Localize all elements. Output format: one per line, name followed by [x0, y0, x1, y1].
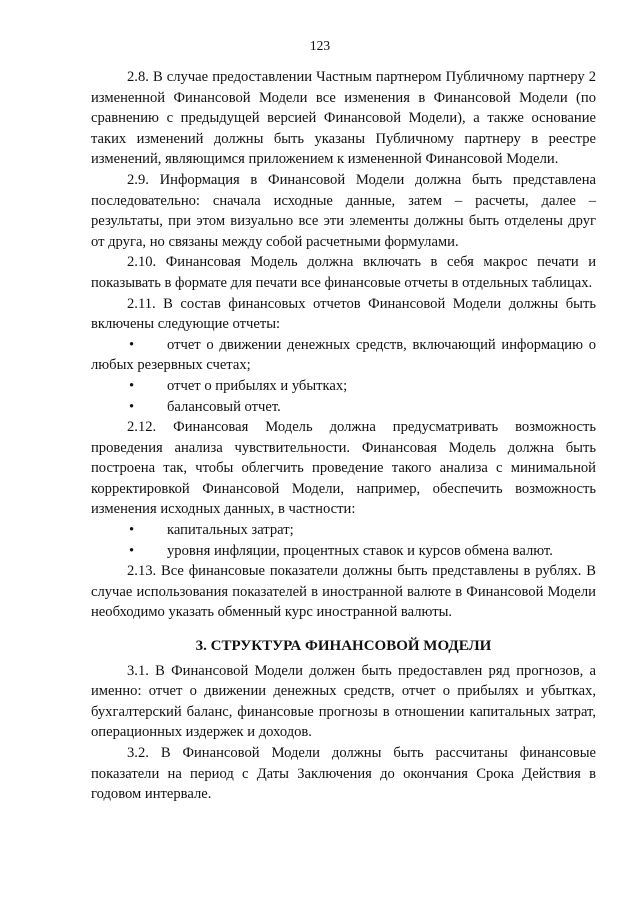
paragraph-2-9: 2.9. Информация в Финансовой Модели должна быть представлена последовательно: сначала исходные данные, затем – расчеты, далее – результаты, при этом визуально все эти элементы должны быть отделены друг от друга, но связаны между собой расчетными формулами. — [91, 171, 596, 250]
list-item-text: отчет о прибылях и убытках; — [167, 377, 348, 394]
list-item-text: балансовый отчет. — [167, 398, 281, 415]
bullet-icon: • — [129, 522, 135, 539]
bullet-icon: • — [129, 398, 135, 415]
paragraph-3-1: 3.1. В Финансовой Модели должен быть предоставлен ряд прогнозов, а именно: отчет о движении денежных средств, отчет о прибылях и убытках, бухгалтерский баланс, финансовые прогнозы в отношении капитальных затрат, операционных издержек и доходов. — [91, 662, 596, 741]
section-heading: 3. СТРУКТУРА ФИНАНСОВОЙ МОДЕЛИ — [195, 638, 492, 655]
paragraph-3-2: 3.2. В Финансовой Модели должны быть рассчитаны финансовые показатели на период с Даты Заключения до окончания Срока Действия в годовом интервале. — [91, 745, 596, 803]
list-item — [91, 541, 596, 562]
paragraph-2-8: 2.8. В случае предоставлении Частным партнером Публичному партнеру 2 измененной Финансовой Модели все изменения в Финансовой Модели (по сравнению с предыдущей версией Финансовой Модели), а также основание таких изменений должны быть указаны Публичному партнеру в реестре изменений, являющимся приложением к измененной Финансовой Модели. — [91, 69, 596, 168]
paragraph-2-13: 2.13. Все финансовые показатели должны быть представлены в рублях. В случае использования показателей в иностранной валюте в Финансовой Модели необходимо указать обменный курс иностранной валюты. — [91, 563, 596, 621]
list-item — [91, 520, 596, 541]
list-item — [91, 397, 596, 418]
page-number: 123 — [309, 38, 331, 53]
list-item — [91, 335, 596, 376]
bullet-icon: • — [129, 336, 135, 353]
document-body — [91, 67, 596, 805]
paragraph-2-12: 2.12. Финансовая Модель должна предусматривать возможность проведения анализа чувствительности. Финансовая Модель должна быть построена так, чтобы облегчить проведение такого анализа с минимальной корректировкой Финансовой Модели, например, обеспечить возможность изменения исходных данных, в частности: — [91, 419, 596, 518]
paragraph-2-11: 2.11. В состав финансовых отчетов Финансовой Модели должны быть включены следующие отчеты: — [91, 295, 596, 333]
paragraph-2-10: 2.10. Финансовая Модель должна включать в себя макрос печати и показывать в формате для печати все финансовые отчеты в отдельных таблицах. — [91, 254, 596, 291]
list-item-text: капитальных затрат; — [167, 522, 294, 539]
list-item-text: уровня инфляции, процентных ставок и курсов обмена валют. — [167, 542, 553, 559]
bullet-icon: • — [129, 542, 135, 559]
bullet-icon: • — [129, 377, 135, 394]
list-item — [91, 376, 596, 397]
list-item-text: отчет о движении денежных средств, включающий информацию о любых резервных счетах; — [91, 336, 596, 374]
